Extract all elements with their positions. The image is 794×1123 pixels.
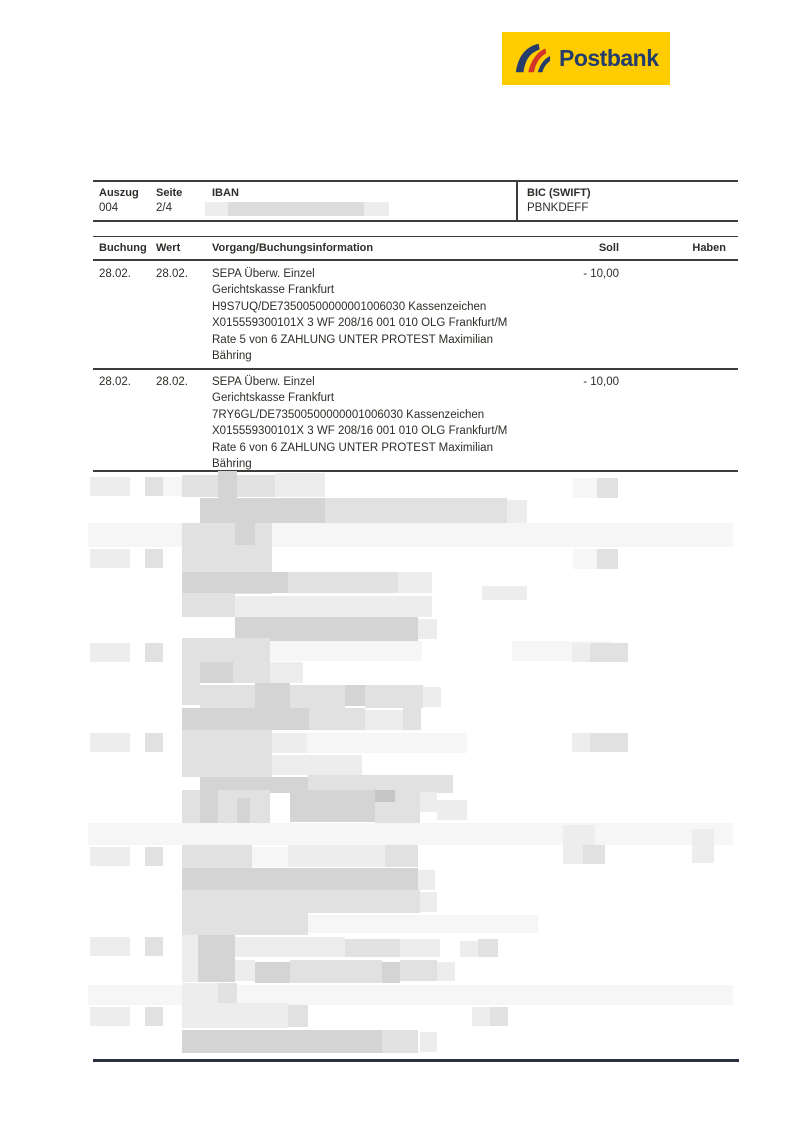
iban-label: IBAN [212,187,239,199]
redacted-block [182,935,198,982]
redacted-block [420,792,437,812]
redacted-block [272,733,307,753]
redacted-block [90,643,130,662]
redacted-block [597,549,618,569]
redacted-block [490,1007,508,1026]
redacted-block [692,843,714,863]
redacted-block [182,790,270,823]
redacted-block [90,477,130,496]
redacted-block [590,733,628,752]
redacted-block [572,733,590,752]
redacted-block [460,941,478,957]
redacted-block [182,523,272,547]
redacted-block [307,733,467,753]
tx-wert-date: 28.02. [156,376,188,388]
redacted-block [400,939,440,957]
redacted-block [583,845,605,864]
redacted-block [418,870,435,890]
redacted-block [200,685,255,708]
tx-buchung-date: 28.02. [99,376,131,388]
redacted-block [597,478,618,498]
redacted-block [375,790,395,802]
redacted-block [472,1007,490,1026]
redacted-block [182,913,308,935]
col-wert: Wert [156,242,181,254]
redacted-block [90,937,130,956]
redacted-block [365,710,403,730]
redacted-block [228,202,364,216]
redacted-block [182,730,272,755]
tx-line: Rate 5 von 6 ZAHLUNG UNTER PROTEST Maximilian [212,333,493,346]
redacted-block [182,662,200,705]
tx-line: H9S7UQ/DE73500500000001006030 Kassenzeichen [212,300,487,313]
redacted-block [382,1030,418,1053]
col-soll: Soll [598,242,619,254]
header-divider-line [516,182,518,220]
tx-line: X015559300101X 3 WF 208/16 001 010 OLG Frankfurt/M [212,425,508,438]
redacted-block [563,825,595,845]
redacted-block [400,960,437,981]
page-bottom-rule [93,1059,739,1062]
redacted-block [398,572,432,593]
redacted-block [423,687,441,707]
redacted-block [420,1032,437,1052]
redacted-block [182,475,218,497]
bic-value: PBNKDEFF [527,202,589,214]
seite-value: 2/4 [156,202,172,214]
redacted-block [364,202,389,216]
col-vorgang: Vorgang/Buchungsinformation [212,242,374,254]
redacted-block [182,755,272,777]
redacted-block [237,475,275,497]
redacted-block [270,641,422,661]
redacted-block [437,962,455,981]
redacted-block [290,685,345,708]
redacted-block [270,662,303,683]
redacted-block [309,708,365,730]
redacted-block [235,960,255,981]
row-separator-line [93,368,738,370]
redacted-block [182,845,252,868]
tx-wert-date: 28.02. [156,268,188,280]
redacted-block [563,845,583,864]
redacted-block [385,845,418,867]
tx-buchung-date: 28.02. [99,268,131,280]
tx-line: X015559300101X 3 WF 208/16 001 010 OLG Frankfurt/M [212,317,508,330]
redacted-block [235,596,432,617]
redacted-block [200,498,325,523]
redacted-block [382,962,400,983]
postbank-swoosh-icon [514,42,552,76]
redacted-block [198,935,235,982]
redacted-block [235,937,345,957]
statement-header-table [93,180,738,222]
redacted-block [182,983,218,1005]
redacted-block [403,708,421,730]
redacted-block [182,594,235,617]
redacted-block [573,478,597,498]
tx-line: Bähring [212,458,252,471]
tx-soll-amount: - 10,00 [583,376,619,388]
redacted-block [590,643,628,662]
auszug-value: 004 [99,202,119,214]
redacted-block [182,868,418,890]
redacted-block [288,845,385,867]
tx-line: SEPA Überw. Einzel [212,268,315,280]
postbank-wordmark: Postbank [559,45,659,71]
redacted-block [272,755,362,775]
redacted-block [478,939,498,957]
redacted-block [145,549,163,568]
redacted-block [218,471,237,498]
redacted-block [90,1007,130,1026]
redacted-block [482,586,527,600]
redacted-block [90,549,130,568]
redacted-block [308,915,538,933]
redacted-block [375,802,420,823]
tx-line: 7RY6GL/DE73500500000001006030 Kassenzeichen [212,408,485,421]
tx-line: SEPA Überw. Einzel [212,376,315,388]
redacted-block [163,477,182,496]
redacted-block [182,1030,382,1053]
redacted-block [182,572,288,593]
redacted-block [275,473,325,497]
redacted-block [200,662,233,683]
col-haben: Haben [692,242,726,254]
redacted-block [420,892,437,912]
redacted-block [345,685,365,706]
col-buchung: Buchung [99,242,147,254]
tx-line: Bähring [212,350,252,363]
redacted-block [290,960,382,983]
redacted-block [252,847,288,867]
auszug-label: Auszug [99,187,139,199]
redacted-block [218,983,237,1005]
redacted-block [255,962,290,983]
redacted-block [290,790,375,822]
redacted-block [573,549,597,569]
redacted-block [365,685,423,708]
redacted-block [90,733,130,752]
redacted-block [145,1007,163,1026]
redacted-block [88,823,733,845]
tx-line: Rate 6 von 6 ZAHLUNG UNTER PROTEST Maximilian [212,441,493,454]
redacted-block [145,643,163,662]
redacted-block [145,733,163,752]
redacted-block [182,1003,288,1028]
redacted-block [395,790,420,802]
redacted-block [205,202,228,216]
redacted-block [345,939,400,957]
tx-line: Gerichtskasse Frankfurt [212,284,335,297]
tx-soll-amount: - 10,00 [583,268,619,280]
redacted-block [325,498,507,523]
redacted-block [200,790,218,823]
postbank-logo [502,32,670,85]
redacted-block [288,1005,308,1027]
redacted-block [145,477,163,496]
bic-label: BIC (SWIFT) [527,187,591,199]
redacted-block [182,638,270,663]
redacted-block [90,847,130,866]
redacted-block [182,708,309,730]
redacted-block [145,937,163,956]
tx-line: Gerichtskasse Frankfurt [212,392,335,405]
redacted-block [145,847,163,866]
redacted-block [437,800,467,820]
redacted-block [572,643,590,662]
redacted-block [233,662,270,683]
redacted-block [255,683,290,708]
transactions-column-header [93,236,738,261]
redacted-block [418,619,437,639]
seite-label: Seite [156,187,183,199]
row-separator-line [93,470,738,472]
redacted-block [182,890,420,913]
redacted-block [288,572,398,593]
redacted-block [507,500,527,523]
